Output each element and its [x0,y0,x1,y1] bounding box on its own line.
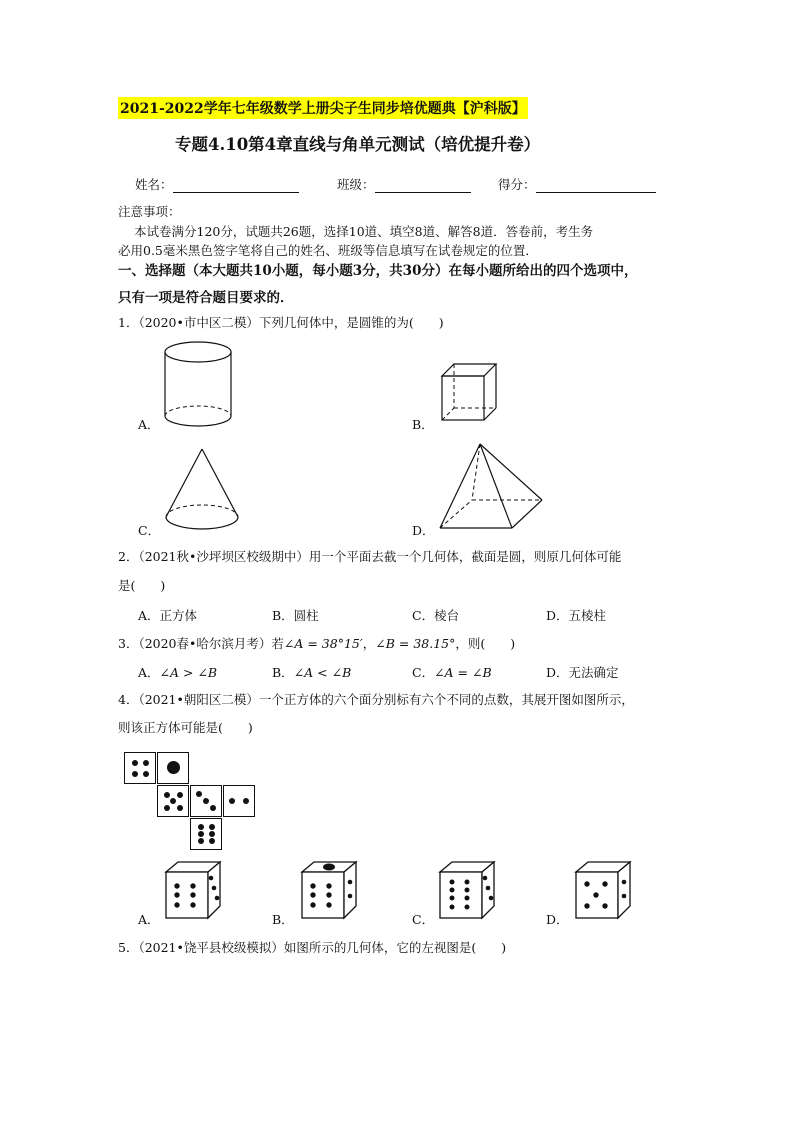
q3-option-a[interactable] [138,663,217,681]
pip [143,760,149,766]
cube-figure [438,362,502,426]
q3-option-a-label: A． [138,665,160,680]
pyramid-figure [436,440,546,536]
q3-option-c-expr: ∠A = ∠B [434,665,492,680]
pip [209,831,215,837]
q1-option-a-label[interactable]: A． [138,417,160,432]
name-label: 姓名： [135,177,173,192]
question-4-line-1: 4．（2021•朝阳区二模）一个正方体的六个面分别标有六个不同的点数，其展开图如图所示， [118,692,634,707]
pip [198,824,204,830]
pip [170,798,176,804]
pip [177,792,183,798]
cone-figure [160,445,250,535]
pip [132,771,138,777]
class-field[interactable] [337,175,471,193]
pip [209,824,215,830]
pip [177,805,183,811]
q4-option-c-label[interactable]: C． [412,912,435,927]
q3-prefix: 3．（2020春•哈尔滨月考）若 [118,636,284,651]
q4-die-c [438,860,500,920]
q4-option-a-label[interactable]: A． [138,912,160,927]
question-4-line-2: 则该正方体可能是( ) [118,720,253,735]
pip [167,761,180,774]
section-heading-line-2: 只有一项是符合题目要求的． [118,290,294,306]
pip [243,798,249,804]
class-label: 班级： [337,177,375,192]
question-5-text: 5．（2021•饶平县校级模拟）如图所示的几何体，它的左视图是( ) [118,940,507,955]
pip [198,831,204,837]
pip [198,838,204,844]
q3-option-d-label: D． [546,665,569,680]
notice-heading: 注意事项： [118,204,181,219]
question-1-text: 1．（2020•市中区二模）下列几何体中，是圆锥的为( ) [118,315,444,330]
q3-angle-b: ∠B = 38.15° [375,636,456,651]
q3-angle-a: ∠A = 38°15′ [283,636,363,651]
q3-option-c[interactable] [412,663,492,681]
q4-die-b [300,860,362,920]
q3-option-a-expr: ∠A > ∠B [159,665,218,680]
q3-sep: ， [362,636,376,651]
pip [164,805,170,811]
series-banner: 2021-2022学年七年级数学上册尖子生同步培优题典【沪科版】 [118,97,528,119]
net-face-three [190,785,222,817]
net-face-four [124,752,156,784]
name-field[interactable] [135,175,299,193]
net-face-six [190,818,222,850]
q4-option-d-label[interactable]: D． [546,912,569,927]
question-2-line-1: 2．（2021秋•沙坪坝区校级期中）用一个平面去截一个几何体，截面是圆，则原几何体可能 [118,549,622,564]
q1-option-c-label[interactable]: C． [138,523,161,538]
section-heading-line-1: 一、选择题（本大题共10小题，每小题3分，共30分）在每小题所给出的四个选项中， [118,263,638,279]
q1-option-d-label[interactable]: D． [412,523,435,538]
cylinder-figure [160,340,240,430]
pip [203,798,209,804]
q2-option-d[interactable]: D．五棱柱 [546,608,607,623]
q4-die-a [164,860,226,920]
q4-option-b-label[interactable]: B． [272,912,294,927]
pip [229,798,235,804]
net-face-five [157,785,189,817]
q3-option-b-label: B． [272,665,294,680]
q4-die-d [574,860,636,920]
pip [143,771,149,777]
score-blank[interactable] [536,178,656,193]
q3-option-b-expr: ∠A < ∠B [293,665,352,680]
score-label: 得分： [498,177,536,192]
pip [164,792,170,798]
question-3-text [118,634,515,652]
q3-option-b[interactable] [272,663,351,681]
q3-option-d-text: 无法确定 [568,665,619,680]
net-face-one [157,752,189,784]
class-blank[interactable] [375,178,471,193]
q3-option-c-label: C． [412,665,435,680]
pip [209,838,215,844]
net-face-two [223,785,255,817]
q1-option-b-label[interactable]: B． [412,417,434,432]
question-2-line-2: 是( ) [118,578,166,593]
pip [132,760,138,766]
q2-option-c[interactable]: C．棱台 [412,608,460,623]
score-field[interactable] [498,175,656,193]
notice-line-2: 必用0.5毫米黑色签字笔将自己的姓名、班级等信息填写在试卷规定的位置． [118,243,538,258]
q2-option-a[interactable]: A．正方体 [138,608,198,623]
q3-suffix: ，则( ) [455,636,516,651]
pip [210,805,216,811]
pip [196,791,202,797]
name-blank[interactable] [173,178,299,193]
q2-option-b[interactable]: B．圆柱 [272,608,319,623]
page-title: 专题4.10第4章直线与角单元测试（培优提升卷） [175,135,541,154]
notice-line-1: 本试卷满分120分，试题共26题，选择10道、填空8道、解答8道．答卷前，考生务 [134,224,594,239]
q3-option-d[interactable] [546,663,619,681]
